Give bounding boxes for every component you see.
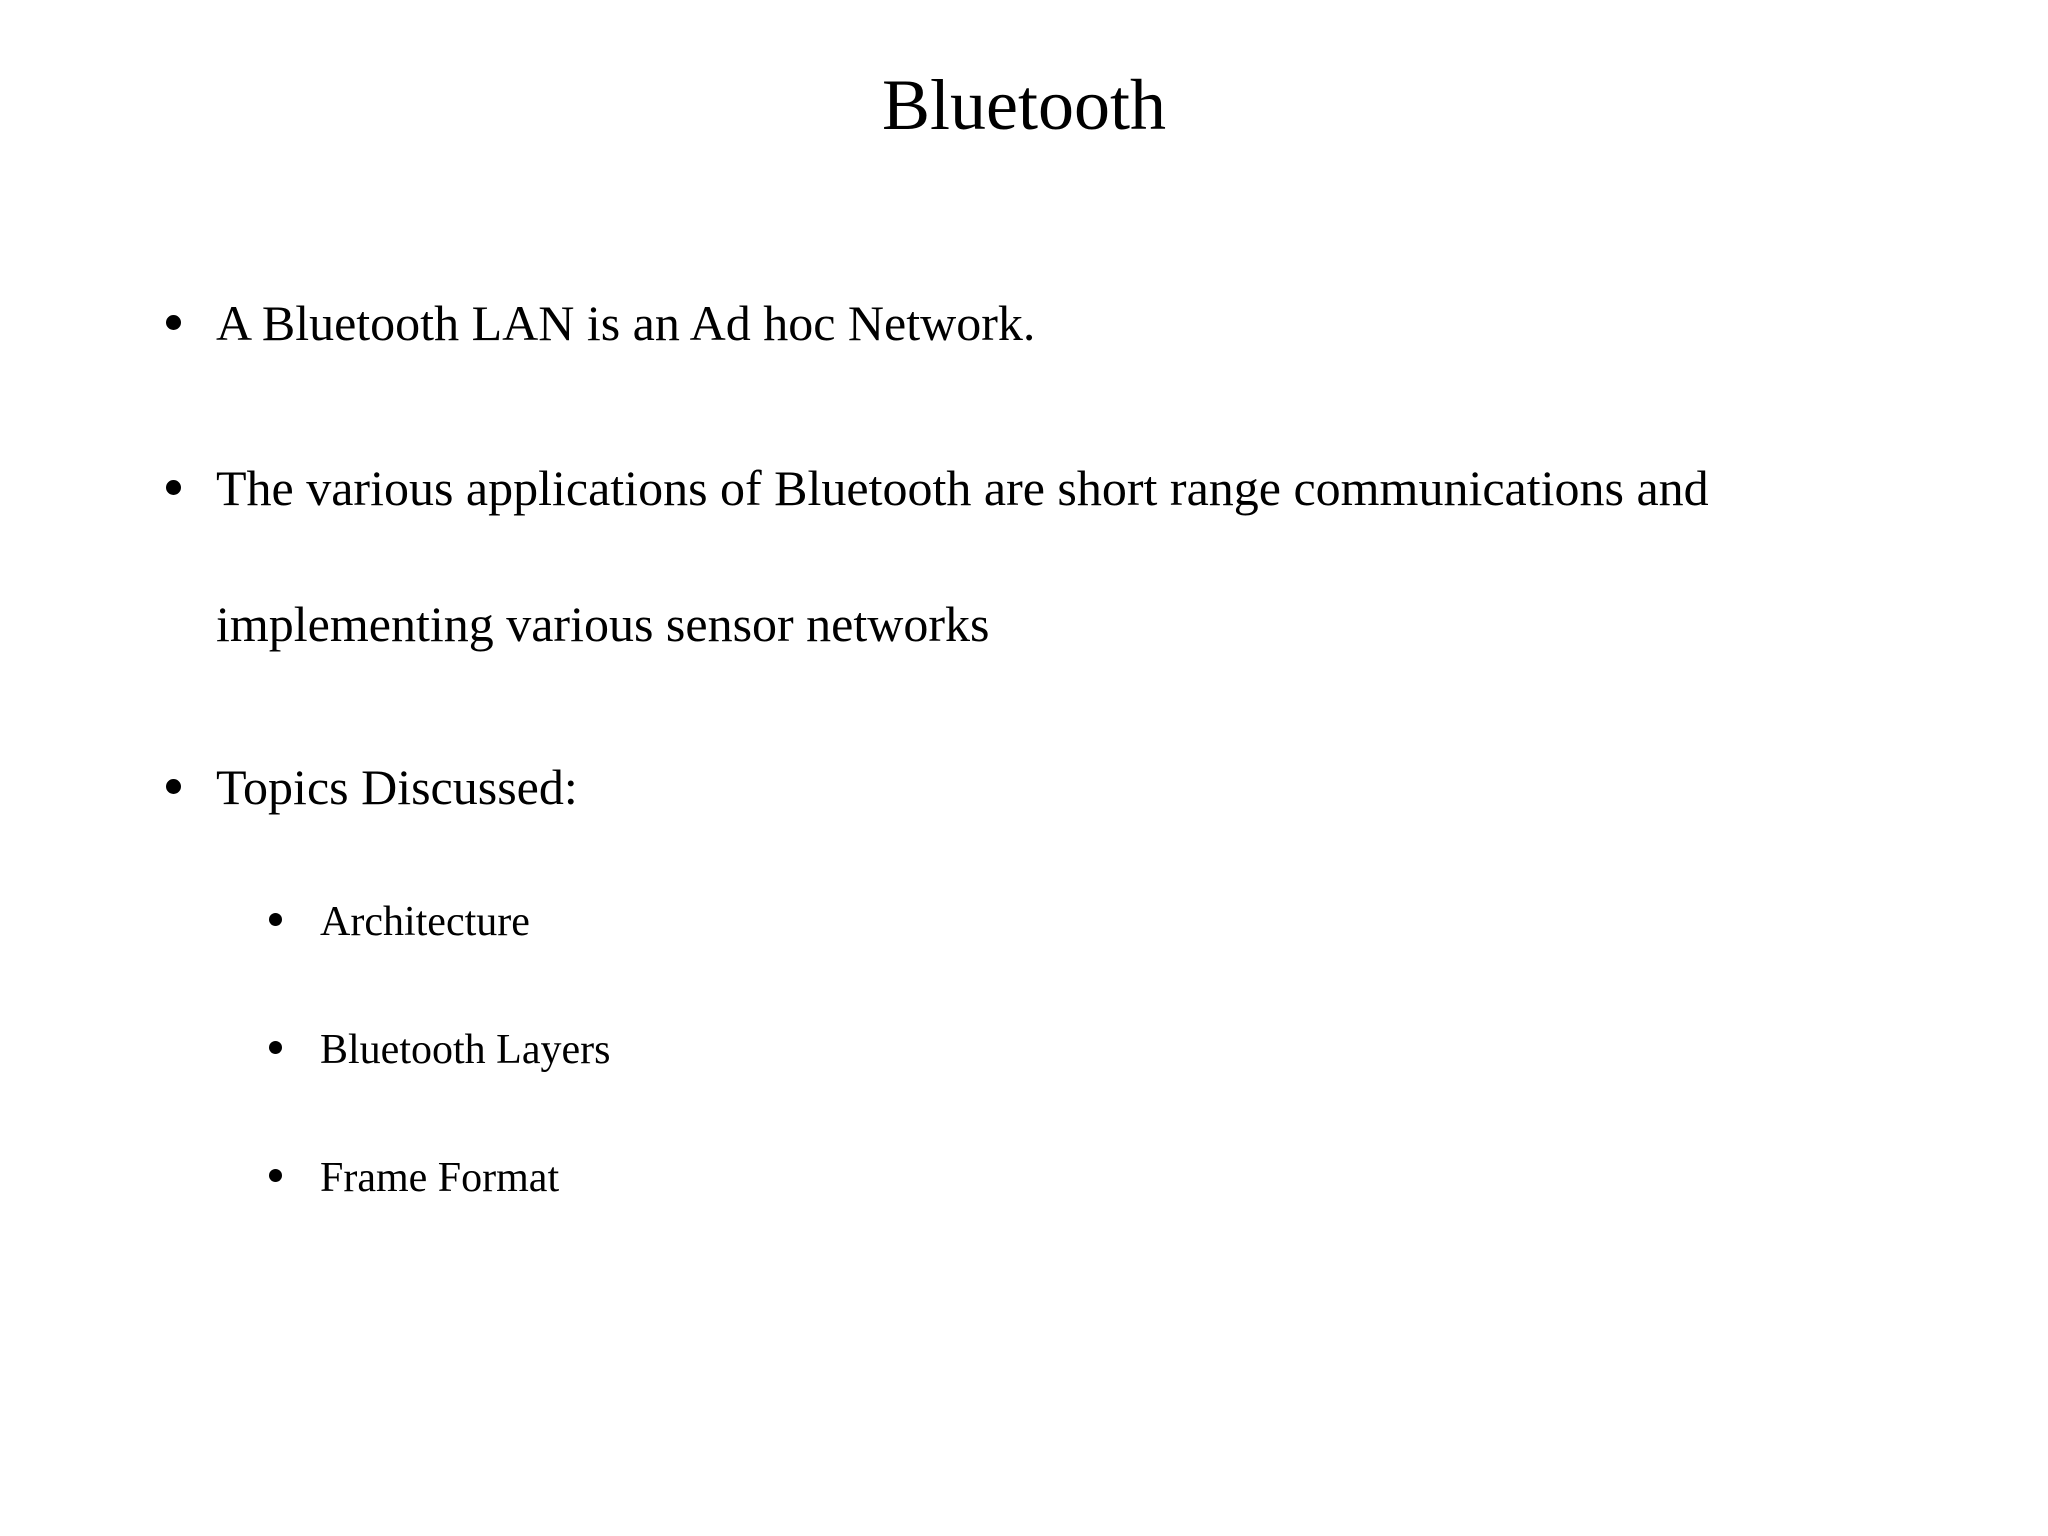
- sub-bullet-item: [320, 1026, 1820, 1074]
- bullet-dot-icon: [166, 315, 181, 330]
- bullet-dot-icon: [269, 1169, 282, 1182]
- sub-bullet-text: Bluetooth Layers: [320, 1027, 611, 1073]
- slide-title: Bluetooth: [882, 65, 1166, 145]
- sub-bullet-item: [320, 1154, 1820, 1202]
- sub-bullet-text: Architecture: [320, 899, 530, 945]
- bullet-text: Topics Discussed:: [216, 759, 578, 815]
- bullet-text: A Bluetooth LAN is an Ad hoc Network.: [216, 295, 1036, 351]
- bullet-dot-icon: [166, 480, 181, 495]
- sub-bullet-text: Frame Format: [320, 1155, 560, 1201]
- bullet-item: [216, 458, 1866, 654]
- bullet-item: [216, 293, 1866, 353]
- bullet-dot-icon: [269, 913, 282, 926]
- sub-bullet-item: [320, 898, 1820, 946]
- bullet-text-line1: The various applications of Bluetooth are short range communications and: [216, 460, 1709, 516]
- bullet-dot-icon: [269, 1041, 282, 1054]
- bullet-item: [216, 757, 1866, 817]
- bullet-text-line2: implementing various sensor networks: [216, 596, 990, 652]
- bullet-dot-icon: [166, 779, 181, 794]
